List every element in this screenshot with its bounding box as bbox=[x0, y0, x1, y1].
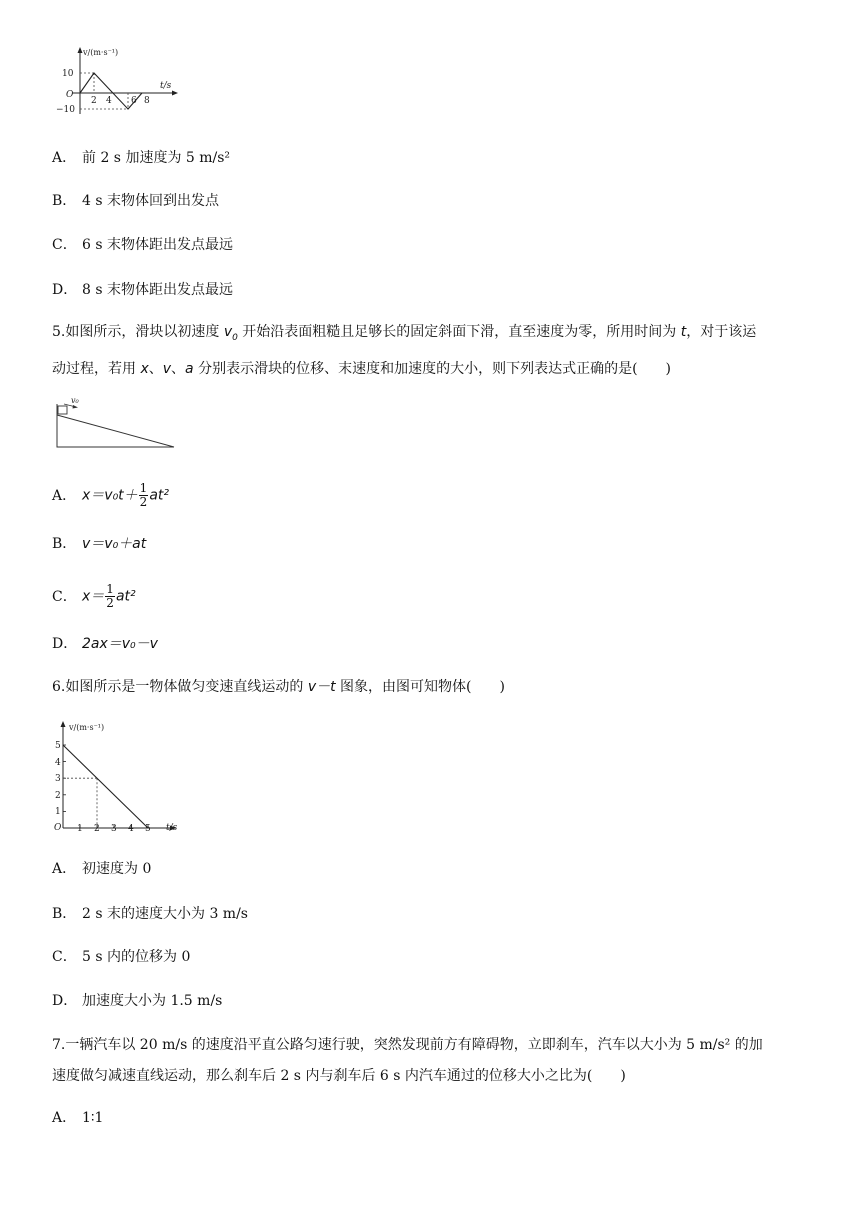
q5-option-b: B． v＝v₀＋at bbox=[52, 536, 147, 552]
y-tick-10: 10 bbox=[62, 69, 74, 79]
q4-option-d: D． 8 s 末物体距出发点最远 bbox=[52, 282, 233, 298]
q5-option-a: A． x＝v₀t＋ $\frac{1}{2}$ at² bbox=[52, 481, 169, 509]
y-tick-2: 2 bbox=[55, 791, 61, 801]
fraction-one-half: $\frac{1}{2}$ bbox=[106, 582, 114, 610]
x-tick-2: 2 bbox=[91, 96, 97, 106]
q6-option-c: C． 5 s 内的位移为 0 bbox=[52, 949, 191, 965]
y-tick-4: 4 bbox=[55, 758, 61, 768]
x-tick-1: 1 bbox=[77, 824, 83, 834]
y-tick-1: 1 bbox=[55, 807, 61, 817]
question-5-line-2: 动过程，若用 x、v、a 分别表示滑块的位移、末速度和加速度的大小，则下列表达式正确的是( ) bbox=[52, 360, 672, 377]
origin-label: O bbox=[66, 90, 74, 100]
q4-option-c: C． 6 s 末物体距出发点最远 bbox=[52, 237, 233, 253]
x-tick-4: 4 bbox=[106, 96, 112, 106]
q5-option-d: D． 2ax＝v₀－v bbox=[52, 636, 158, 652]
q4-option-b: B． 4 s 末物体回到出发点 bbox=[52, 193, 219, 209]
velocity-time-graph-q4 bbox=[52, 44, 182, 119]
x-tick-8: 8 bbox=[144, 96, 150, 106]
x-tick-5: 5 bbox=[145, 824, 151, 834]
velocity-time-graph-q6 bbox=[52, 716, 192, 838]
question-6-text: 6.如图所示是一物体做匀变速直线运动的 v－t 图象，由图可知物体( ) bbox=[52, 679, 505, 695]
question-7-text bbox=[52, 1030, 812, 1092]
x-tick-2: 2 bbox=[94, 824, 100, 834]
q4-option-a: A． 前 2 s 加速度为 5 m/s² bbox=[52, 150, 231, 166]
question-5-line-1: 5.如图所示，滑块以初速度 $v_0$ 开始沿表面粗糙且足够长的固定斜面下滑，直至速度为零，所用时间为 t，对于该运 bbox=[52, 324, 757, 343]
question-7-line-2: 速度做匀减速直线运动，那么刹车后 2 s 内与刹车后 6 s 内汽车通过的位移大小之比为( ) bbox=[52, 1068, 626, 1084]
x-axis-label: t/s bbox=[160, 81, 172, 91]
velocity-line-q6 bbox=[63, 745, 148, 828]
q6-option-b: B． 2 s 末的速度大小为 3 m/s bbox=[52, 906, 248, 922]
x-tick-3: 3 bbox=[111, 824, 117, 834]
x-axis-label: t/s bbox=[166, 823, 178, 833]
y-axis-label: v/(m·s⁻¹) bbox=[69, 723, 105, 732]
y-tick-3: 3 bbox=[55, 774, 61, 784]
x-tick-6: 6 bbox=[131, 96, 137, 106]
y-tick-5: 5 bbox=[55, 741, 61, 751]
v0-label: v₀ bbox=[71, 396, 79, 405]
y-tick-neg10: −10 bbox=[56, 105, 75, 115]
q6-option-d: D． 加速度大小为 1.5 m/s bbox=[52, 993, 223, 1009]
question-7-line-1: 7.一辆汽车以 20 m/s 的速度沿平直公路匀速行驶，突然发现前方有障碍物，立即刹车，汽车以大小为 5 m/s² 的加 bbox=[52, 1037, 763, 1053]
origin-label: O bbox=[54, 823, 62, 833]
incline-figure bbox=[52, 392, 182, 452]
y-axis-label: v/(m·s⁻¹) bbox=[83, 48, 119, 57]
q5-option-c: C． x＝ $\frac{1}{2}$ at² bbox=[52, 582, 136, 610]
slider-block bbox=[58, 406, 67, 414]
q7-option-a: A． 1∶1 bbox=[52, 1110, 104, 1126]
fraction-one-half: $\frac{1}{2}$ bbox=[139, 481, 148, 509]
q6-option-a: A． 初速度为 0 bbox=[52, 861, 152, 877]
question-5-text bbox=[52, 317, 812, 385]
x-tick-4: 4 bbox=[128, 824, 134, 834]
